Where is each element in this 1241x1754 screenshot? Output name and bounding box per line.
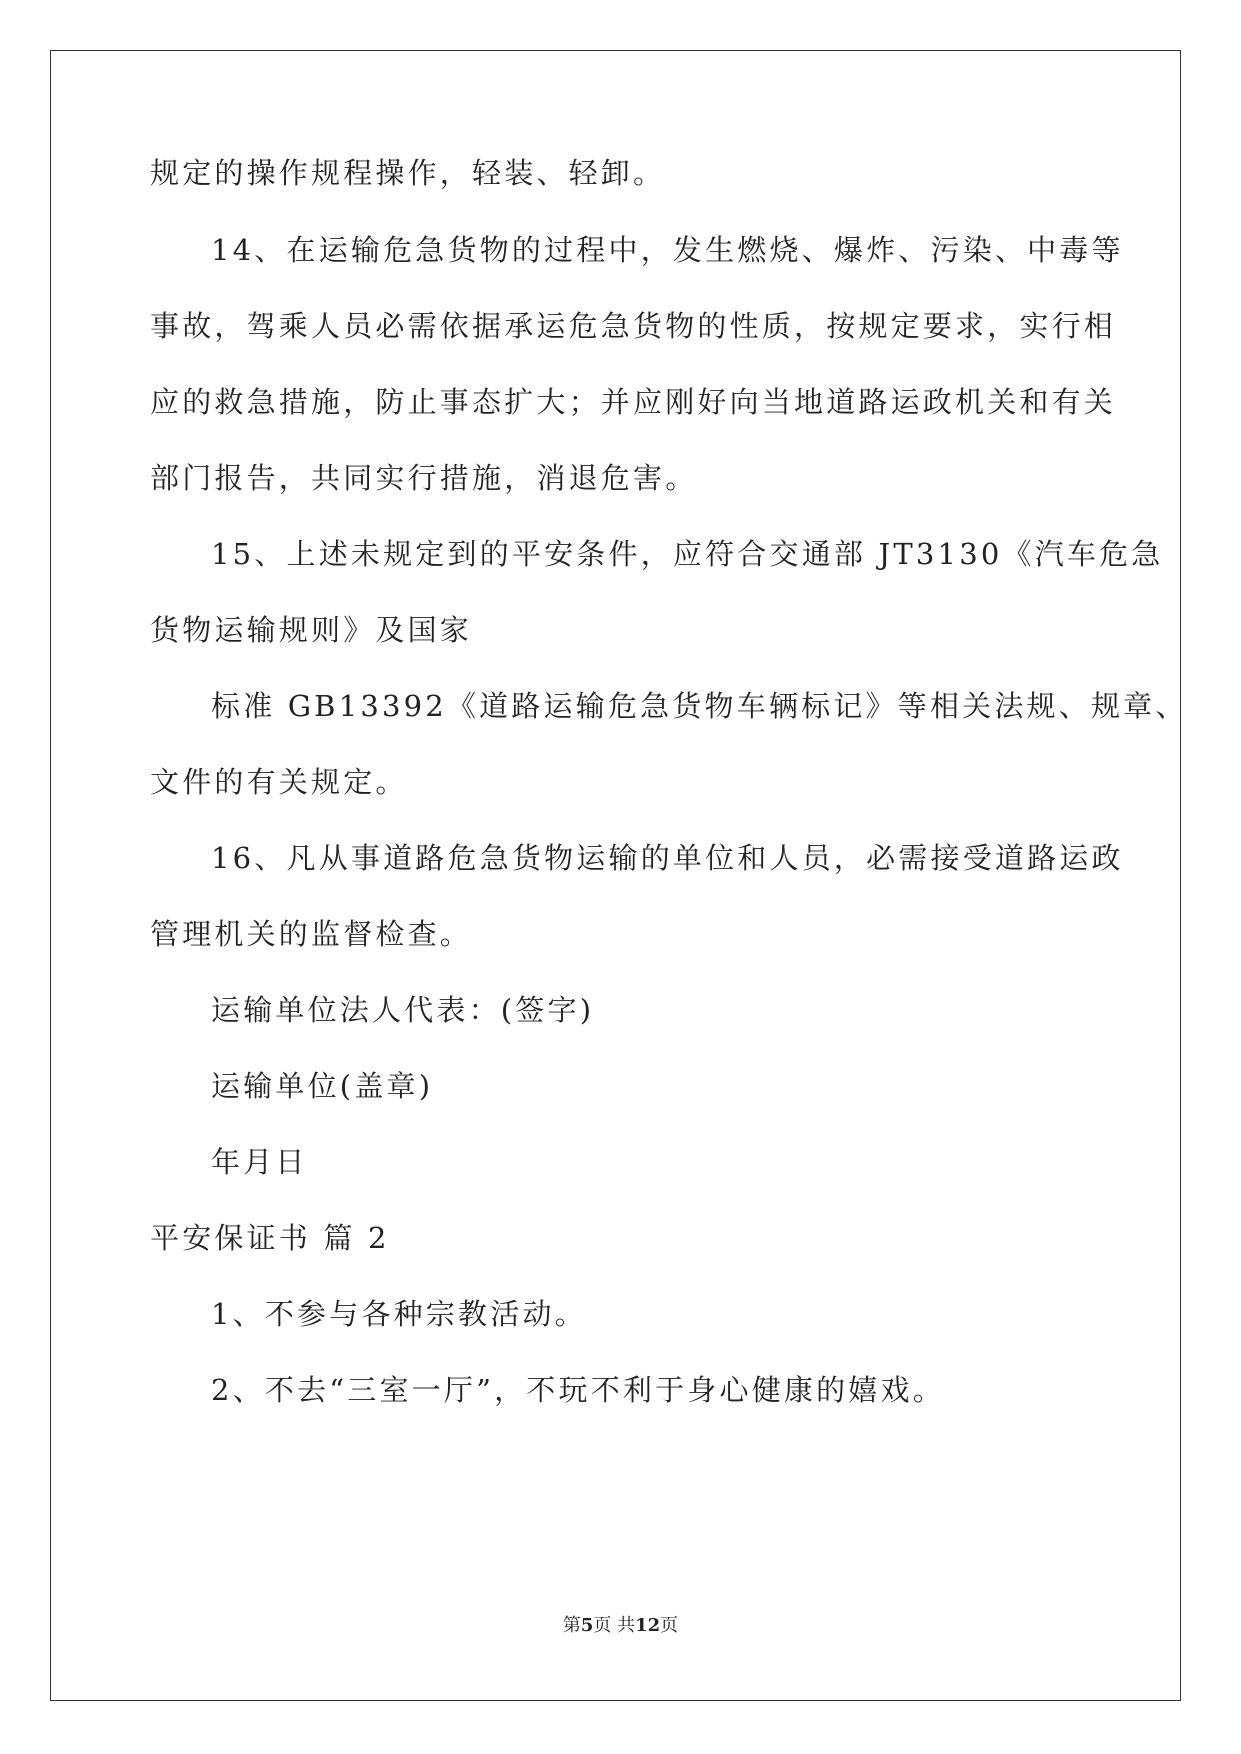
text-line: 15、上述未规定到的平安条件，应符合交通部 JT3130《汽车危急 (211, 537, 1164, 571)
text-line: 标准 GB13392《道路运输危急货物车辆标记》等相关法规、规章、 (211, 689, 1188, 723)
section-heading: 平安保证书 篇 2 (150, 1221, 390, 1255)
text-line: 16、凡从事道路危急货物运输的单位和人员，必需接受道路运政 (211, 841, 1124, 875)
text-line: 1、不参与各种宗教活动。 (211, 1297, 587, 1331)
text-line: 2、不去“三室一厅”，不玩不利于身心健康的嬉戏。 (211, 1373, 945, 1407)
footer-mid: 页 共 (593, 1615, 636, 1636)
text-line: 货物运输规则》及国家 (150, 613, 473, 647)
signature-label: 运输单位法人代表：(签字) (211, 993, 595, 1027)
footer-prefix: 第 (562, 1615, 581, 1636)
footer-suffix: 页 (660, 1615, 679, 1636)
text-line: 14、在运输危急货物的过程中，发生燃烧、爆炸、污染、中毒等 (211, 233, 1124, 267)
text-line: 应的救急措施，防止事态扩大；并应刚好向当地道路运政机关和有关 (150, 385, 1117, 419)
text-line: 规定的操作规程操作，轻装、轻卸。 (150, 156, 666, 190)
footer-total-pages: 12 (635, 1615, 661, 1636)
seal-label: 运输单位(盖章) (211, 1069, 434, 1103)
footer-page-number: 5 (580, 1615, 594, 1636)
text-line: 文件的有关规定。 (150, 765, 408, 799)
text-line: 管理机关的监督检查。 (150, 917, 473, 951)
page-footer (0, 1611, 1241, 1637)
text-line: 部门报告，共同实行措施，消退危害。 (150, 461, 698, 495)
text-line: 事故，驾乘人员必需依据承运危急货物的性质，按规定要求，实行相 (150, 309, 1117, 343)
date-label: 年月日 (211, 1145, 308, 1179)
